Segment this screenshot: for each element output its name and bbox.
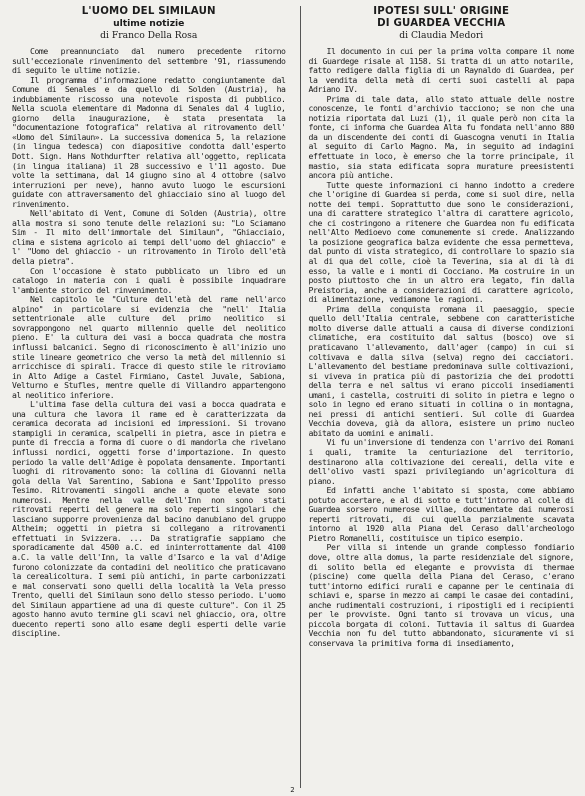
paragraph: Con l'occasione è stato pubblicato un libro ed un catalogo in materia con i quali è possibile inquadrare l'ambiente storico del rinvenimento. <box>12 265 286 295</box>
article-title: IPOTESI SULL' ORIGINE <box>373 6 510 17</box>
paragraph: Tutte queste informazioni ci hanno indotto a credere che l'origine di Guardea si perda, come si suol dire, nella notte dei tempi. Soprattutto due sono le considerazioni, una di carattere strategico l'altra di carattere agricolo, che ci costringono a ritenere che Guardea non fu edificata nell'Alto Medioevo come comunemente si crede. Analizzando la posizione geografica balza evidente che essa permetteva, dal punto di vista strategico, di controllare lo spazio sia al di qua del colle, cioè la Teverina, sia al di là di esso, la valle e i monti di Cocciano. Ma costruire in un posto piuttosto che in un altro era legato, fin dalla Preistoria, anche a considerazioni di carattere agricolo, di alimentazione, vediamone le ragioni. <box>308 179 574 305</box>
page-number: 2 <box>290 786 295 794</box>
article-body <box>12 47 286 639</box>
paragraph: Nel capitolo le "Culture dell'età del rame nell'arco alpino" in particolare si evidenzia che "nell' Italia settentrionale alle culture del primo neolitico si sovrappongono nel quarto millennio quelle del neolitico pieno. E' la cultura dei vasi a bocca quadrata che mostra influssi balcanici. Segno di riconoscimento è all'inizio uno stile lineare geometrico che verso la metà del millennio si arricchisce di spirali. Tracce di questo stile le ritroviamo in Alto Adige a Castel Firmiano, Castel Juvale, Sabiona, Velturno e Stufles, mentre quelle di Villandro appartengono al neolitico inferiore. <box>12 294 286 400</box>
article-left <box>12 6 286 788</box>
article-title-line-2: DI GUARDEA VECCHIA <box>377 18 506 29</box>
article-author: di Franco Della Rosa <box>100 30 198 41</box>
article-body <box>309 47 575 648</box>
article-subtitle: ultime notizie <box>113 18 185 29</box>
paragraph: Ed infatti anche l'abitato si sposta, come abbiamo potuto accertare, e al di sotto e tutt'intorno al colle di Guardea sorsero numerose villae, documentate dai numerosi reperti ritrovati, di cui quella parzialmente scavata intorno al 1920 alla Piana del Ceraso dall'archeologo Pietro Romanelli, costituisce un tipico esempio. <box>308 485 574 543</box>
paragraph: Il documento in cui per la prima volta compare il nome di Guardege risale al 1158. Si tratta di un atto notarile, fatto redigere dalla figlia di un Raynaldo di Guardea, per la vendita della metà di certi suoi castelli al papa Adriano IV. <box>308 46 574 95</box>
paragraph: Per villa si intende un grande complesso fondiario dove, oltre alla domus, la parte residenziale del signore, di solito bella ed elegante e provvista di thermae (piscine) come quella della Piana del Ceraso, c'erano tutt'intorno edifici rurali e capanne per le centinaia di schiavi e, sparse in mezzo ai campi le casae dei contadini, anche rudimentali costruzioni, i ripostigli ed i recipienti per le provviste. Ogni tanto si trovava un vicus, una piccola borgata di coloni. Tuttavia il saltus di Guardea Vecchia non fu del tutto abbandonato, sicuramente vi si conservava la primitiva forma di insediamento, <box>308 542 574 648</box>
paragraph: Vi fu un'inversione di tendenza con l'arrivo dei Romani i quali, tramite la centuriazione del territorio, destinarono alla coltivazione dei cereali, della vite e dell'olivo vasti spazi privilegiando un'agricoltura di piano. <box>308 437 574 486</box>
paragraph: Il programma d'informazione redatto congiuntamente dal Comune di Senales e da quello di Solden (Austria), ha indubbiamente riscosso una notevole risposta di pubblico. Nella scuola elementare di Madonna di Senales dal 4 luglio, giorno della inaugurazione, è stata presentata la "documentazione fotografica" relativa al ritrovamento dell' «Uomo del Similaun». La successiva domenica 5, la relazione (in lingua tedesca) con diapositive condotta dall'esperto Dott. Sign. Hans Nothdurfter relativa all'oggetto, replicata (in lingua italiana) il 28 successivo e l'11 agosto. Due volte la settimana, dal 14 giugno sino al 4 ottobre (salvo interruzioni per neve), hanno avuto luogo le escursioni guidate con attraversamento del ghiacciaio sino al luogo del rinvenimento. <box>12 74 286 209</box>
article-right-header <box>309 6 575 42</box>
paragraph: Come preannunciato dal numero precedente ritorno sull'eccezionale rinvenimento del settembre '91, riassumendo di seguito le ultime notizie. <box>12 46 286 76</box>
page <box>12 6 574 788</box>
article-author: di Claudia Medori <box>399 30 484 41</box>
article-left-header <box>12 6 286 42</box>
paragraph: L'ultima fase della cultura dei vasi a bocca quadrata e una cultura che lavora il rame ed è caratterizzata da ceramica decorata ad incisioni ed impressioni. Si trovano stampigli in ceramica, scalpelli in pietra, asce in pietra e punte di freccia a forma di cuore o di mandorla che rivelano influssi nordici, oggetti forse d'importazione. In questo periodo la valle dell'Adige è popolata densamente. Importanti luoghi di ritrovamento sono: la collina di Giovanni nella gola della Val Sarentino, Sabiona e Sant'Ippolito presso Tesimo. Ritrovamenti singoli anche a quote elevate sono numerosi. Mentre nella valle dell'Inn non sono stati ritrovati reperti del genere ma solo reperti singolari che lasciano supporre provenienza dal bacino danubiano del gruppo Altheim; oggetti in pietra si collegano a ritrovamenti effettuati in Svizzera. ... Da stratigrafie sappiamo che sporadicamente dal 4500 a.C. ed ininterrottamente dal 4100 a.C. la valle dell'Inn, la valle d'Isarco e la val d'Adige furono colonizzate da contadini del neolitico che praticavano la cerealicoltura. I semi più antichi, in parte carbonizzati e mal conservati sono quelli della località la Vela presso Trento, quelli del Similaun sono dello stesso periodo. L'uomo del Similaun appartiene ad una di queste culture". Con il 25 agosto hanno avuto termine gli scavi nel ghiaccio, ora, oltre duecento reperti sono allo esame degli esperti delle varie discipline. <box>12 399 286 639</box>
paragraph: Prima di tale data, allo stato attuale delle nostre conoscenze, le fonti d'archivio tacciono; se non che una notizia riportata dal Luzi (1), il quale però non cita la fonte, ci informa che Guardea Alta fu fondata nell'anno 880 da un discendente dei conti di Guascogna venuti in Italia al seguito di Carlo Magno. Ma, in seguito ad indagini effettuate in loco, è emerso che la torre principale, il mastio, sia stata edificata sopra murature preesistenti ancora più antiche. <box>308 93 574 181</box>
article-title: L'UOMO DEL SIMILAUN <box>81 6 216 17</box>
paragraph: Prima della conquista romana il paesaggio, specie quello dell'Italia centrale, sebbene con caratteristiche molto diverse dalle attuali a causa di diverse condizioni climatiche, era costituito dal saltus (bosco) ove si praticavano l'allevamento, dall'ager (campo) in cui si coltivava e dalla silva (selva) regno dei cacciatori. L'allevamento del bestiame predominava sulle coltivazioni, si viveva in pratica più di pastorizia che dei prodotti della terra e nel saltus vi erano piccoli insediamenti umani, i castella, costruiti di solito in pietra e legno o solo in legno ed erano situati in collina o in montagna, nei pressi di antichi sentieri. Sul colle di Guardea Vecchia doveva, già da allora, esistere un primo nucleo abitato da uomini e animali. <box>308 303 574 438</box>
paragraph: Nell'abitato di Vent, Comune di Solden (Austria), oltre alla mostra si sono tenute delle relazioni su: "Lo Sciamano Sim - Il mito dell'immortale del Similaun", "Ghiacciaio, clima e sistema agricolo ai tempi dell'uomo del ghiaccio" e l' "Uomo del ghiaccio - un ritrovamento in Tirolo dell'età della pietra". <box>12 208 286 267</box>
article-right <box>300 6 575 788</box>
